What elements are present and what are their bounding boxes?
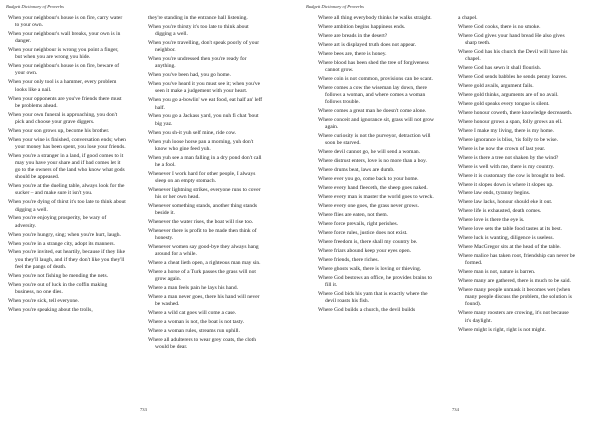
proverb-entry: Whenever something stands, another thing stands beside it. <box>148 202 258 217</box>
proverb-entry: Where a wild cat goes will come a case. <box>148 310 237 317</box>
proverb-entry: When you're travelling, don't speak poorly of your neighbor. <box>148 40 260 54</box>
proverb-entry: Where devil cannot go, he will send a woman. <box>318 149 421 156</box>
column-1 <box>8 15 126 316</box>
proverb-entry: When you're dying of thirst it's too late to think about digging a well. <box>8 199 126 213</box>
proverb-entry: Where God builds a church, the devil builds <box>318 306 416 313</box>
proverb-entry: When your son grows up, become his brother. <box>8 127 110 134</box>
proverb-entry: Where every hand fleeceth, the sheep goes naked. <box>318 185 428 192</box>
proverb-entry: When your neighbour's house is on fire, carry water to your own. <box>8 15 123 29</box>
proverb-entry: Where flies are eaten, not them. <box>318 211 389 218</box>
proverb-entry: When yuh see a man falling in a dry pond don't call he a fool. <box>148 154 262 168</box>
proverb-entry: When you've been had, you go home. <box>148 72 231 79</box>
proverb-entry: Where many are gathered, there is much to be said. <box>458 278 571 285</box>
proverb-entry: Where force rules, justice does not exist. <box>318 229 408 236</box>
proverb-entry: Where friars abound keep your eyes open. <box>318 247 412 254</box>
proverb-entry: When your neighbour's wall breaks, your own is in danger. <box>8 31 121 45</box>
proverb-entry: When you're not fishing be mending the nets. <box>8 272 108 279</box>
proverb-entry: Where comes a cow the wiseman lay down, there follows a woman, and where comes a woman follows trouble. <box>318 84 427 106</box>
proverb-entry: Where honour grows a span, folly grows an ell. <box>458 118 563 125</box>
proverb-entry: Where might is right, right is not might. <box>458 326 546 333</box>
proverb-entry: Where a woman is not, the boat is not tasty. <box>148 319 245 326</box>
proverb-entry: Where life is exhausted, death comes. <box>458 208 542 215</box>
proverb-entry: Where love is there the eye is. <box>458 217 525 224</box>
proverb-entry: Where honour coweth, there knowledge decreaseth. <box>458 109 573 116</box>
proverb-entry: Where a woman rules, streams run uphill. <box>148 328 240 335</box>
proverb-entry: Where MacGregor sits at the head of the table. <box>458 244 561 251</box>
proverb-entry: Where I make my living, there is my home. <box>458 127 554 134</box>
proverb-entry: When you've heard it you must see it; when you've seen it make a judgement with your heart. <box>148 81 261 95</box>
proverb-entry: Where God cooks, there is no smoke. <box>458 23 541 30</box>
proverb-entry: When you're a stranger in a land, if good comes to it may you have your share and if bad comes let it go to the owners of the land who know what gods should be appeased. <box>8 152 125 181</box>
proverb-entry: Where gold avails, argument fails. <box>458 83 534 90</box>
proverb-entry: Where freedom is, there shall my country be. <box>318 238 418 245</box>
proverb-entry: When you go a-bowlin' we eat food, eat half an' leff half. <box>148 97 263 111</box>
proverb-entry: When your neighbour's house is on fire, beware of your own. <box>8 63 120 77</box>
proverb-entry: When your neighbour is wrong you point a finger, but when you are wrong you hide. <box>8 47 119 61</box>
proverb-entry: Where gold speaks every tongue is silent. <box>458 100 550 107</box>
proverb-entry: When you go a Jackass yard, you nuh fi chat 'bout big yaz. <box>148 113 259 127</box>
proverb-entry: Where ambition begins happiness ends. <box>318 23 406 30</box>
column-1 <box>318 15 436 316</box>
proverb-entry: When you're undressed then you're ready for anything. <box>148 56 247 70</box>
proverb-entry: Where blood has been shed the tree of forgiveness cannot grow. <box>318 59 429 73</box>
proverb-entry: Where God bestows an office, he provides brains to fill it. <box>318 274 432 288</box>
proverb-entry: When your only tool is a hammer, every problem looks like a nail. <box>8 79 117 93</box>
proverb-entry: Where a cheat lieth open, a righteous man may sin. <box>148 260 261 267</box>
proverb-entry: Where force prevails, right perishes. <box>318 220 399 227</box>
proverb-entry: When you're in a strange city, adopt its manners. <box>8 240 115 247</box>
proverb-entry: Where God sends babbles he sends penny loaves. <box>458 74 568 81</box>
proverb-entry: When your wine is finished, conversation ends; when your money has been spent, you lose your friends. <box>8 136 126 150</box>
proverb-entry: Where it slopes down is where it slopes up. <box>458 181 554 188</box>
running-head: Budgett Dictionary of Proverbs <box>306 4 364 9</box>
proverb-entry: Where conceit and ignorance sit, grass will not grow again. <box>318 117 434 131</box>
proverb-entry: Where gold thinks, arguments are of no avail. <box>458 91 559 98</box>
proverb-entry: Whenever there is profit to be made then think of honesty. <box>148 228 257 242</box>
proverb-entry: Where curiosity is not the purveyor, detraction will soon be starved. <box>318 133 431 147</box>
proverb-entry: Where all thing everybody thinks he walks straight. <box>318 15 432 21</box>
proverb-entry: When your own funeral is approaching, you don't pick and choose your grave diggers. <box>8 111 118 125</box>
proverb-entry: Where ever you go, come back to your home. <box>318 176 419 183</box>
proverb-entry: Whenever lightning strikes, everyone runs to cover his or her own head. <box>148 186 261 200</box>
proverb-entry: Where many people unmask it becomes wet (when many people discuss the problem, the solution is found). <box>458 287 572 308</box>
proverb-entry: Where drums beat, laws are dumb. <box>318 167 395 174</box>
proverb-entry: When you're sick, tell everyone. <box>8 297 79 304</box>
proverb-entry: When yuh loose horse pan a morning, yuh don't know who gine feed yuh. <box>148 138 254 152</box>
proverb-entry: Where a man feels pain he lays his hand. <box>148 285 238 292</box>
column-2 <box>148 15 266 353</box>
proverb-entry: When your opponents are you've friends there must be problems ahead. <box>8 95 122 109</box>
proverb-entry: Where law lacks, honour should eke it out. <box>458 199 553 206</box>
proverb-entry: When you're at the dueling table, always look for the sucker – and make sure it isn't you. <box>8 183 125 197</box>
proverb-entry: Where ignorance is bliss, 'tis folly to be wise. <box>458 136 558 143</box>
proverb-entry: Whenever I work hard for other people, I always sleep on an empty stomach. <box>148 170 256 184</box>
proverb-entry: Where love sets the table food tastes at its best. <box>458 226 562 233</box>
proverb-entry: Where is he now the crown of last year. <box>458 145 546 152</box>
proverb-entry: Where God has his church the Devil will have his chapel. <box>458 49 568 63</box>
proverb-entry: When you're thirsty it's too late to think about digging a well. <box>148 23 249 38</box>
proverb-entry: Where art is displayed truth does not appear. <box>318 41 417 48</box>
proverb-entry: Whenever the water rises, the boat will rise too. <box>148 219 254 226</box>
right-page <box>300 0 600 424</box>
proverb-entry: Where man is not, nature is barren. <box>458 269 536 276</box>
proverb-entry: Where law ends, tyranny begins. <box>458 190 531 197</box>
proverb-entry: When you're invited, eat heartily, because if they like you they'll laugh, and if they don't like you they'll feel the pangs of death. <box>8 249 126 270</box>
proverb-entry: Where luck is wanting, diligence is useless. <box>458 235 554 242</box>
proverb-entry: Where distrust enters, love is no more than a boy. <box>318 158 427 165</box>
proverb-entry: When you sh-it yuh self mine, ride cow. <box>148 129 237 136</box>
proverb-entry: Where it is customary the cow is brought to bed. <box>458 172 565 179</box>
proverb-entry: Where are breads in the desert? <box>318 32 388 39</box>
proverb-entry: Where ghosts walk, there is loving or thieving. <box>318 265 422 272</box>
column-2 <box>458 15 576 335</box>
proverb-entry: Whenever women say good-bye they always hang around for a while. <box>148 244 259 258</box>
proverb-entry: Where bees are, there is honey. <box>318 50 387 57</box>
proverb-entry: Where malice has taken root, friendship can never be formed. <box>458 253 576 267</box>
proverb-entry: Where friends, there riches. <box>318 256 379 263</box>
proverb-entry: Where is there a tree not shaken by the wind? <box>458 154 559 161</box>
running-head: Budgett Dictionary of Proverbs <box>6 4 64 9</box>
proverb-entry: Where comes a great man he doesn't come alone. <box>318 108 427 115</box>
proverb-entry: a chapel. <box>458 15 478 21</box>
proverb-entry: When you're hungry, sing; when you're hurt, laugh. <box>8 231 121 238</box>
proverb-entry: Where a horse of a Turk passes the grass will not grow again. <box>148 269 256 283</box>
proverb-entry: Where all adulterers to wear grey coats, the cloth would be dear. <box>148 337 256 351</box>
page-number: 733 <box>140 407 147 412</box>
proverb-entry: Where a man never goes, there his hand will never be washed. <box>148 294 260 308</box>
proverb-entry: Where God gives your hand bread He also gives sharp teeth. <box>458 32 565 47</box>
proverb-entry: Where coin is not common, provisions can be scant. <box>318 75 433 82</box>
proverb-entry: Where God has sewn it shall flourish. <box>458 65 541 72</box>
proverb-entry: When you're speaking about the trolls, <box>8 306 93 313</box>
proverb-entry: Where every one goes, the grass never grows. <box>318 202 419 209</box>
proverb-entry: Where every man is master the world goes to wreck. <box>318 194 434 201</box>
proverb-entry: When you're out of luck in the coffin making business, no one dies. <box>8 281 108 295</box>
proverb-entry: they're standing in the entrance hall listening. <box>148 15 248 21</box>
proverb-entry: When you're enjoying prosperity, be wary of adversity. <box>8 215 107 229</box>
proverb-entry: Where is well with me, there is my country. <box>458 163 555 170</box>
page-number: 734 <box>452 407 459 412</box>
proverb-entry: Where many roosters are crowing, it's not because it's daylight. <box>458 310 569 324</box>
proverb-entry: Where God bids his yam that is exactly where the devil roasts his fish. <box>318 290 428 304</box>
